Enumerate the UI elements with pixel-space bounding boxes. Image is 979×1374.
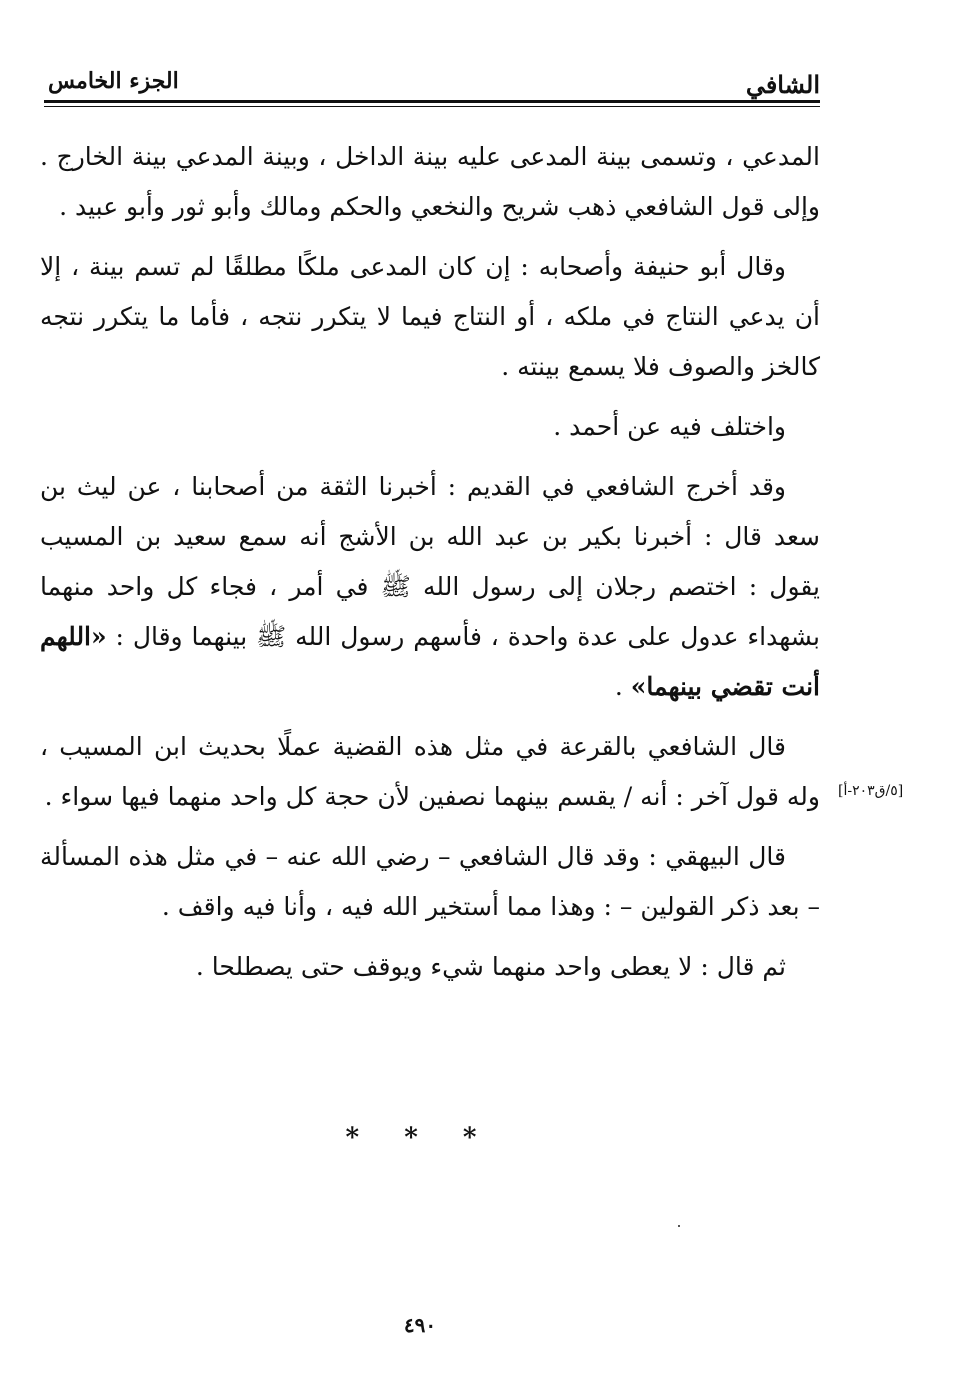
header-rule	[44, 100, 820, 103]
paragraph-7: ثم قال : لا يعطى واحد منهما شيء ويوقف حتى يصطلحا .	[195, 952, 786, 981]
page-number: ٤٩٠	[403, 1313, 437, 1337]
volume-label: الجزء الخامس	[48, 68, 179, 94]
paragraph-4-text: وقد أخرج الشافعي في القديم : أخبرنا الثقة من أصحابنا ، عن ليث بن سعد قال : أخبرنا بكير بن عبد الله بن الأشج أنه سمع سعيد بن المسيب يقول : اختصم رجلان إلى رسول الله ﷺ في أمر ، فجاء كل واحد منهما بشهداء عدول على عدة واحدة ، فأسهم رسول الله ﷺ بينهما وقال :	[40, 472, 820, 651]
paragraph-4-end: .	[614, 672, 631, 701]
paragraph-1: المدعي ، وتسمى بينة المدعى عليه بينة الداخل ، وبينة المدعي بينة الخارج . وإلى قول الشافعي ذهب شريح والنخعي والحكم ومالك وأبو ثور وأبو عبيد .	[40, 142, 820, 221]
manuscript-folio-reference: [٥/ق٢٠٣-أ]	[838, 783, 904, 799]
paragraph-4	[40, 462, 820, 712]
book-title: الشافي	[745, 70, 820, 99]
paragraph-2: وقال أبو حنيفة وأصحابه : إن كان المدعى ملكًا مطلقًا لم تسم بينة ، إلا أن يدعي النتاج في ملكه ، أو النتاج فيما لا يتكرر نتجه ، فأما ما يتكرر نتجه كالخز والصوف فلا يسمع بينته .	[40, 252, 820, 381]
header-rule-thin	[44, 106, 820, 107]
page-speck	[678, 1225, 680, 1227]
section-separator: * * *	[345, 1123, 495, 1153]
running-header	[44, 62, 820, 102]
paragraph-3: واختلف فيه عن أحمد .	[553, 412, 786, 441]
body-text	[40, 132, 820, 1002]
hadith-quote: «اللهم أنت تقضي بينهما»	[40, 622, 820, 701]
paragraph-6: قال البيهقي : وقد قال الشافعي – رضي الله عنه – في مثل هذه المسألة – بعد ذكر القولين – : وهذا مما أستخير الله فيه ، وأنا فيه واقف .	[40, 842, 820, 921]
paragraph-5: قال الشافعي بالقرعة في مثل هذه القضية عملًا بحديث ابن المسيب ، وله قول آخر : أنه / يقسم بينهما نصفين لأن حجة كل واحد منهما فيها سواء .	[40, 732, 820, 811]
